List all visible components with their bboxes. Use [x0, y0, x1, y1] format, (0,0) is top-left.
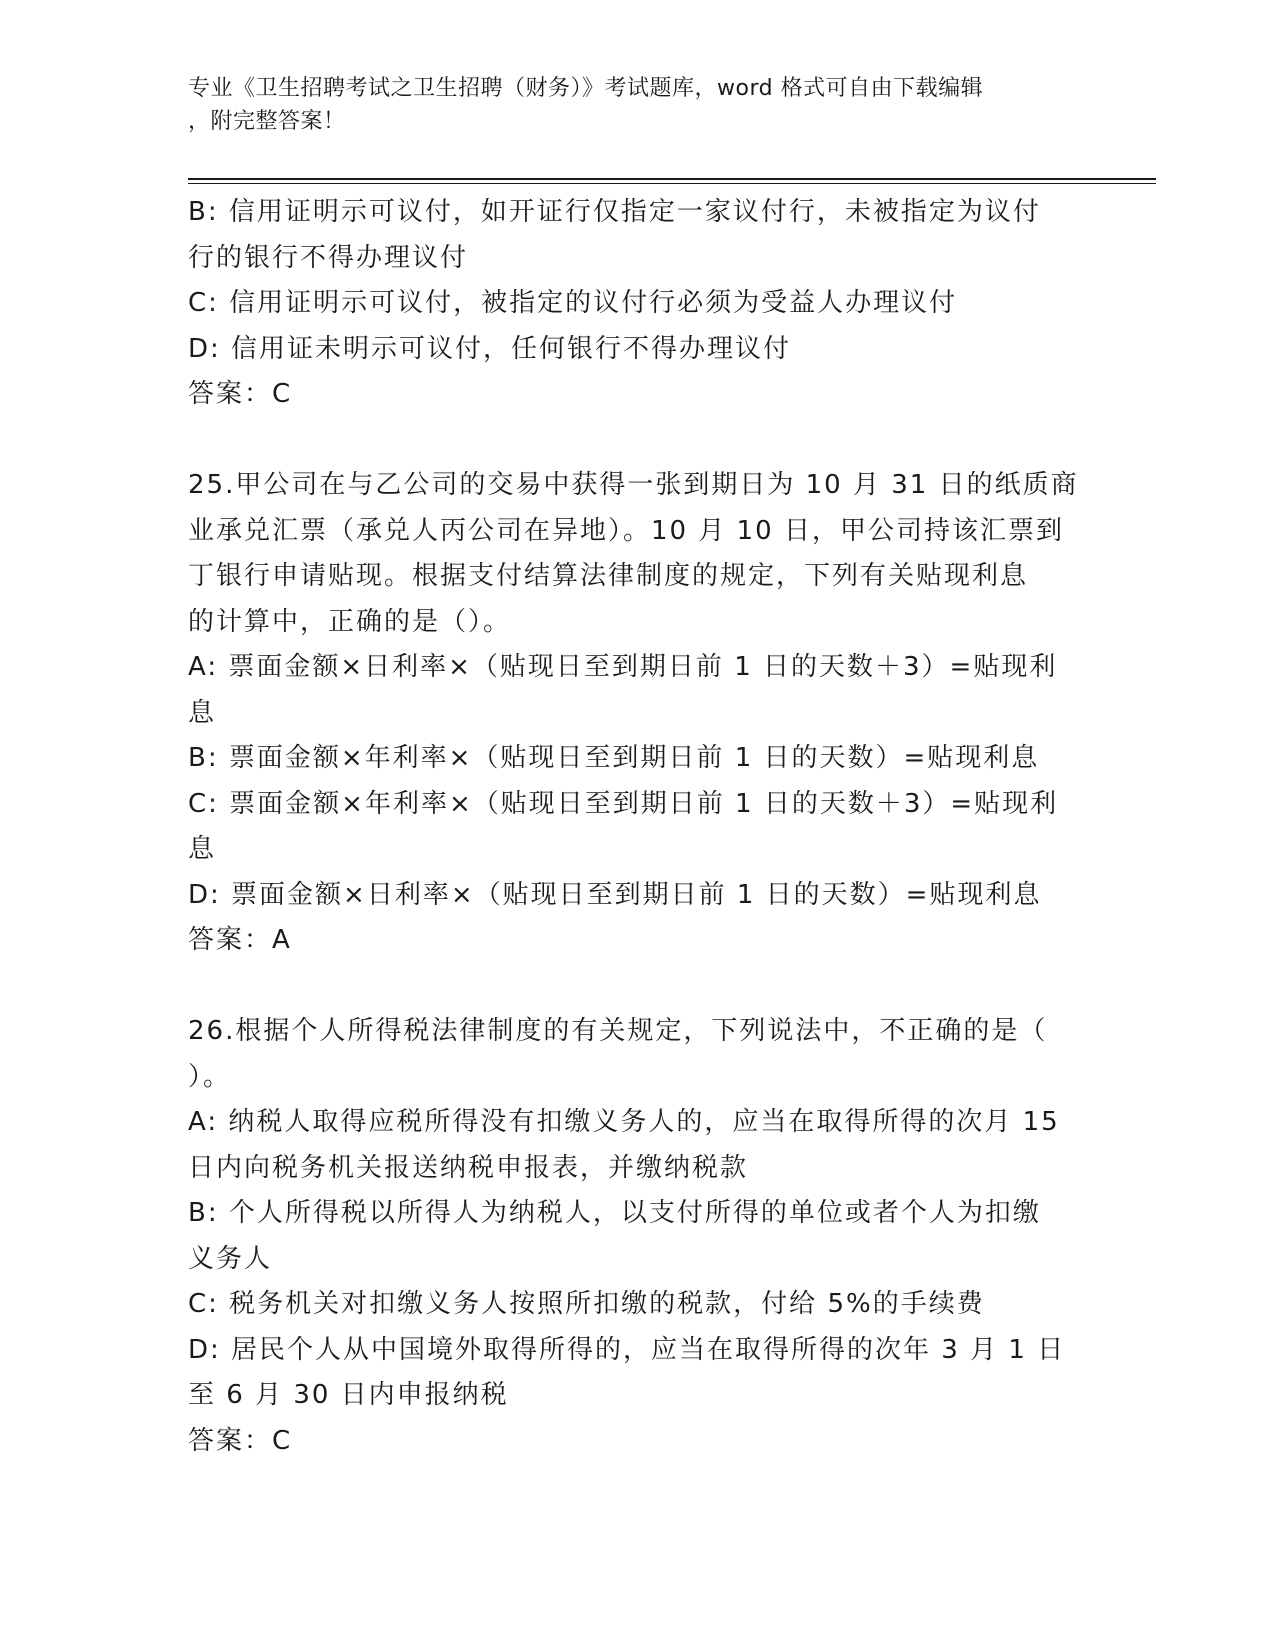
- option-a-line-2: 息: [188, 697, 217, 728]
- question-stem-line-1: 26.根据个人所得税法律制度的有关规定，下列说法中，不正确的是（: [188, 1016, 1048, 1046]
- option-a-line-1: A: 纳税人取得应税所得没有扣缴义务人的，应当在取得所得的次月 15: [188, 1107, 1060, 1137]
- option-d: D: 信用证未明示可议付，任何银行不得办理议付: [188, 333, 792, 364]
- spacer: [188, 418, 1088, 464]
- question-stem-line-2: ）。: [188, 1061, 232, 1092]
- option-a-line-2: 日内向税务机关报送纳税申报表，并缴纳税款: [188, 1152, 749, 1183]
- option-c: C: 信用证明示可议付，被指定的议付行必须为受益人办理议付: [188, 288, 958, 318]
- document-body: [188, 190, 1088, 1464]
- question-26: [188, 1009, 1088, 1464]
- question-stem-line-4: 的计算中，正确的是（）。: [188, 606, 512, 637]
- option-b-line-2: 义务人: [188, 1243, 273, 1274]
- question-stem-line-2: 业承兑汇票（承兑人丙公司在异地）。10 月 10 日，甲公司持该汇票到: [188, 515, 1064, 546]
- spacer: [188, 964, 1088, 1010]
- header-line-1: 专业《卫生招聘考试之卫生招聘（财务）》考试题库，word 格式可自由下载编辑: [188, 76, 984, 101]
- answer: 答案：C: [188, 1425, 293, 1456]
- option-d-line-2: 至 6 月 30 日内申报纳税: [188, 1380, 509, 1410]
- option-b-line-1: B: 信用证明示可议付，如开证行仅指定一家议付行，未被指定为议付: [188, 197, 1041, 227]
- answer: 答案：C: [188, 379, 293, 409]
- question-24-tail: [188, 190, 1088, 418]
- header-divider: [188, 178, 1156, 184]
- option-c: C: 税务机关对扣缴义务人按照所扣缴的税款，付给 5%的手续费: [188, 1289, 985, 1319]
- question-stem-line-1: 25.甲公司在与乙公司的交易中获得一张到期日为 10 月 31 日的纸质商: [188, 470, 1079, 500]
- header-line-2: ，附完整答案！: [188, 109, 346, 134]
- option-a-line-1: A: 票面金额×日利率×（贴现日至到期日前 1 日的天数＋3）=贴现利: [188, 652, 1058, 682]
- page-header: [188, 72, 1068, 138]
- question-25: [188, 463, 1088, 964]
- option-d-line-1: D: 居民个人从中国境外取得所得的，应当在取得所得的次年 3 月 1 日: [188, 1334, 1066, 1365]
- answer: 答案：A: [188, 925, 292, 955]
- question-stem-line-3: 丁银行申请贴现。根据支付结算法律制度的规定，下列有关贴现利息: [188, 561, 1029, 591]
- option-c-line-2: 息: [188, 834, 217, 864]
- option-b-line-2: 行的银行不得办理议付: [188, 242, 469, 273]
- option-b-line-1: B: 个人所得税以所得人为纳税人，以支付所得的单位或者个人为扣缴: [188, 1198, 1041, 1228]
- option-d: D: 票面金额×日利率×（贴现日至到期日前 1 日的天数）=贴现利息: [188, 879, 1042, 910]
- option-c-line-1: C: 票面金额×年利率×（贴现日至到期日前 1 日的天数＋3）=贴现利: [188, 788, 1059, 819]
- option-b: B: 票面金额×年利率×（贴现日至到期日前 1 日的天数）=贴现利息: [188, 743, 1040, 773]
